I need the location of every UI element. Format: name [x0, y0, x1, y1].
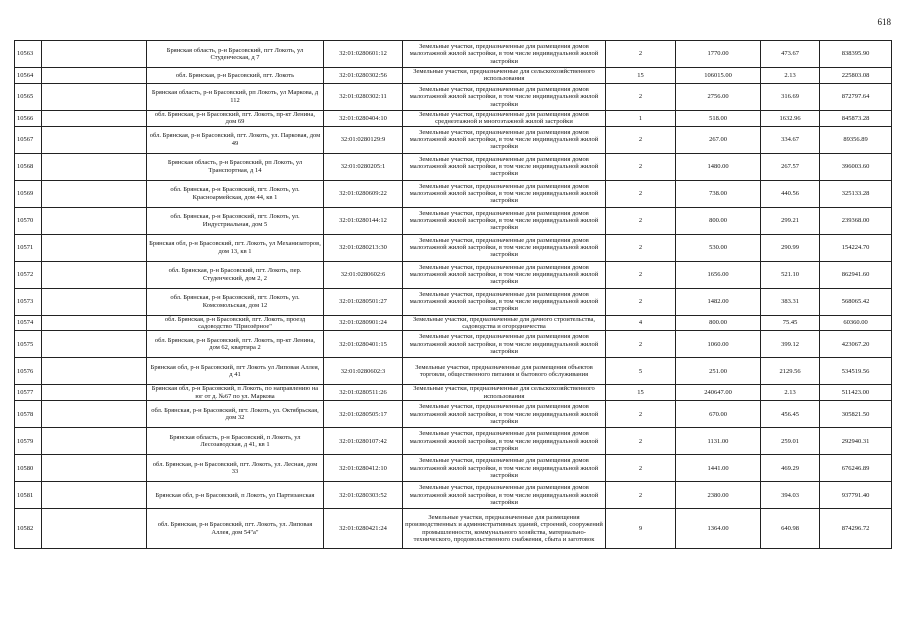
cell-cadastral-number: 32:01:0280404:10	[324, 110, 403, 126]
cell-cadastral-value: 511423.00	[820, 385, 892, 401]
cell-cadastral-number: 32:01:0280205:1	[324, 153, 403, 180]
cell-cadastral-number: 32:01:0280505:17	[324, 401, 403, 428]
cell-specific-value: 290.99	[761, 234, 820, 261]
cell-cadastral-value: 60360.00	[820, 315, 892, 331]
cell-record-number: 10573	[15, 288, 42, 315]
cell-record-number: 10570	[15, 207, 42, 234]
cell-specific-value: 1632.96	[761, 110, 820, 126]
cell-address: обл. Брянская, р-н Брасовский, пгт. Локоть, ул. Комсомольская, дом 12	[147, 288, 324, 315]
cell-cadastral-number: 32:01:0280609:22	[324, 180, 403, 207]
table-row	[15, 261, 892, 288]
cell-empty	[42, 288, 147, 315]
cell-cadastral-number: 32:01:0280602:3	[324, 358, 403, 385]
cell-address: обл. Брянская, р-н Брасовский, пгт. Локоть, ул. Красноармейская, дом 44, кв 1	[147, 180, 324, 207]
table-body	[15, 41, 892, 549]
table-row	[15, 234, 892, 261]
cell-empty	[42, 455, 147, 482]
cell-cadastral-number: 32:01:0280511:26	[324, 385, 403, 401]
cell-area: 251.00	[676, 358, 761, 385]
cell-land-use: Земельные участки, предназначенные для размещения домов малоэтажной жилой застройки, в том числе индивидуальной жилой застройки	[403, 482, 606, 509]
cell-cadastral-value: 154224.70	[820, 234, 892, 261]
cell-group: 2	[606, 401, 676, 428]
cell-cadastral-number: 32:01:0280144:12	[324, 207, 403, 234]
cell-land-use: Земельные участки, предназначенные для сельскохозяйственного использования	[403, 385, 606, 401]
cell-land-use: Земельные участки, предназначенные для размещения домов малоэтажной жилой застройки, в том числе индивидуальной жилой застройки	[403, 41, 606, 68]
cell-area: 1060.00	[676, 331, 761, 358]
cell-empty	[42, 315, 147, 331]
cell-empty	[42, 331, 147, 358]
cell-land-use: Земельные участки, предназначенные для размещения объектов торговли, общественного питания и бытового обслуживания	[403, 358, 606, 385]
cell-land-use: Земельные участки, предназначенные для размещения домов малоэтажной жилой застройки, в том числе индивидуальной жилой застройки	[403, 234, 606, 261]
cell-group: 1	[606, 110, 676, 126]
cell-record-number: 10581	[15, 482, 42, 509]
cell-record-number: 10563	[15, 41, 42, 68]
cell-specific-value: 399.12	[761, 331, 820, 358]
cell-group: 2	[606, 83, 676, 110]
cell-empty	[42, 358, 147, 385]
cell-specific-value: 334.67	[761, 126, 820, 153]
cell-specific-value: 75.45	[761, 315, 820, 331]
cell-record-number: 10569	[15, 180, 42, 207]
cell-address: Брянская обл, р-н Брасовский, п Локоть, ул Партизанская	[147, 482, 324, 509]
cell-specific-value: 640.98	[761, 509, 820, 549]
cell-record-number: 10576	[15, 358, 42, 385]
cell-land-use: Земельные участки, предназначенные для размещения домов малоэтажной жилой застройки, в том числе индивидуальной жилой застройки	[403, 207, 606, 234]
cell-area: 530.00	[676, 234, 761, 261]
cell-address: обл. Брянская, р-н Брасовский, пгт. Локоть, ул. Индустриальная, дом 5	[147, 207, 324, 234]
table-row	[15, 509, 892, 549]
cell-address: Брянская область, р-н Брасовский, пгт Локоть, ул Студенческая, д 7	[147, 41, 324, 68]
cell-record-number: 10578	[15, 401, 42, 428]
cell-area: 2756.00	[676, 83, 761, 110]
cell-land-use: Земельные участки, предназначенные для размещения домов малоэтажной жилой застройки, в том числе индивидуальной жилой застройки	[403, 288, 606, 315]
cell-record-number: 10564	[15, 68, 42, 84]
table-row	[15, 482, 892, 509]
table-row	[15, 180, 892, 207]
table-row	[15, 83, 892, 110]
cell-address: обл. Брянская, р-н Брасовский, пгт. Локоть, ул. Липовая Аллея, дом 54"а"	[147, 509, 324, 549]
table-row	[15, 358, 892, 385]
cell-specific-value: 521.10	[761, 261, 820, 288]
table-row	[15, 401, 892, 428]
cell-group: 15	[606, 68, 676, 84]
cell-address: обл. Брянская, р-н Брасовский, пгт. Локоть, ул. Парковая, дом 49	[147, 126, 324, 153]
cell-record-number: 10574	[15, 315, 42, 331]
cell-empty	[42, 509, 147, 549]
cell-empty	[42, 68, 147, 84]
cell-empty	[42, 110, 147, 126]
cell-group: 2	[606, 234, 676, 261]
cell-empty	[42, 482, 147, 509]
cell-record-number: 10575	[15, 331, 42, 358]
cell-record-number: 10582	[15, 509, 42, 549]
cell-address: Брянская область, р-н Брасовский, рп Локоть, ул Транспортная, д 14	[147, 153, 324, 180]
cell-address: обл. Брянская, р-н Брасовский, пгт. Локоть, пр-кт Ленина, дом 62, квартира 2	[147, 331, 324, 358]
cell-cadastral-value: 872797.64	[820, 83, 892, 110]
cell-area: 800.00	[676, 207, 761, 234]
table-row	[15, 126, 892, 153]
cell-land-use: Земельные участки, предназначенные для размещения домов малоэтажной жилой застройки, в том числе индивидуальной жилой застройки	[403, 331, 606, 358]
cell-group: 2	[606, 153, 676, 180]
cell-specific-value: 456.45	[761, 401, 820, 428]
cell-empty	[42, 385, 147, 401]
cell-empty	[42, 261, 147, 288]
cell-group: 2	[606, 41, 676, 68]
cell-cadastral-value: 396003.60	[820, 153, 892, 180]
cell-cadastral-number: 32:01:0280602:6	[324, 261, 403, 288]
cell-land-use: Земельные участки, предназначенные для размещения домов малоэтажной жилой застройки, в том числе индивидуальной жилой застройки	[403, 455, 606, 482]
cell-record-number: 10571	[15, 234, 42, 261]
cell-group: 2	[606, 261, 676, 288]
cell-specific-value: 383.31	[761, 288, 820, 315]
cell-land-use: Земельные участки, предназначенные для дачного строительства, садоводства и огородничества	[403, 315, 606, 331]
table-row	[15, 288, 892, 315]
cell-specific-value: 267.57	[761, 153, 820, 180]
cell-record-number: 10572	[15, 261, 42, 288]
cell-group: 2	[606, 482, 676, 509]
cell-area: 2380.00	[676, 482, 761, 509]
cell-specific-value: 440.56	[761, 180, 820, 207]
cell-area: 1482.00	[676, 288, 761, 315]
table-row	[15, 153, 892, 180]
table-row	[15, 41, 892, 68]
cell-specific-value: 259.01	[761, 428, 820, 455]
cell-group: 9	[606, 509, 676, 549]
cell-cadastral-value: 534519.56	[820, 358, 892, 385]
cell-group: 5	[606, 358, 676, 385]
cell-group: 2	[606, 207, 676, 234]
cell-group: 2	[606, 288, 676, 315]
cell-address: Брянская область, р-н Брасовский, рп Локоть, ул Маркова, д 112	[147, 83, 324, 110]
cell-address: обл. Брянская, р-н Брасовский, пгт. Локоть, проезд садоводство "Приозёрное"	[147, 315, 324, 331]
cell-address: обл. Брянская, р-н Брасовский, пгт. Локоть, пр-кт Ленина, дом 69	[147, 110, 324, 126]
cell-land-use: Земельные участки, предназначенные для размещения домов среднеэтажной и многоэтажной жилой застройки	[403, 110, 606, 126]
cell-cadastral-value: 568065.42	[820, 288, 892, 315]
cell-record-number: 10568	[15, 153, 42, 180]
cell-cadastral-value: 305821.50	[820, 401, 892, 428]
cell-area: 267.00	[676, 126, 761, 153]
cell-area: 518.00	[676, 110, 761, 126]
cell-area: 738.00	[676, 180, 761, 207]
cell-cadastral-number: 32:01:0280213:30	[324, 234, 403, 261]
cell-land-use: Земельные участки, предназначенные для размещения домов малоэтажной жилой застройки, в том числе индивидуальной жилой застройки	[403, 153, 606, 180]
cell-cadastral-value: 676246.89	[820, 455, 892, 482]
cell-area: 106015.00	[676, 68, 761, 84]
cell-cadastral-value: 845873.28	[820, 110, 892, 126]
cell-group: 2	[606, 126, 676, 153]
cell-record-number: 10565	[15, 83, 42, 110]
cell-cadastral-number: 32:01:0280107:42	[324, 428, 403, 455]
cell-empty	[42, 234, 147, 261]
table-row	[15, 315, 892, 331]
cell-area: 1480.00	[676, 153, 761, 180]
cell-cadastral-value: 874296.72	[820, 509, 892, 549]
cell-record-number: 10577	[15, 385, 42, 401]
cell-group: 2	[606, 331, 676, 358]
cell-empty	[42, 126, 147, 153]
cell-specific-value: 316.69	[761, 83, 820, 110]
cell-group: 2	[606, 455, 676, 482]
cell-empty	[42, 207, 147, 234]
cell-cadastral-number: 32:01:0280501:27	[324, 288, 403, 315]
cell-cadastral-value: 239368.00	[820, 207, 892, 234]
page-number: 618	[877, 17, 891, 27]
cell-address: Брянская обл, р-н Брасовский, п Локоть, по направлению на юг от д. №67 по ул. Маркова	[147, 385, 324, 401]
cell-cadastral-number: 32:01:0280421:24	[324, 509, 403, 549]
cell-land-use: Земельные участки, предназначенные для размещения домов малоэтажной жилой застройки, в том числе индивидуальной жилой застройки	[403, 261, 606, 288]
cell-cadastral-value: 862941.60	[820, 261, 892, 288]
cell-cadastral-value: 89356.89	[820, 126, 892, 153]
cell-cadastral-value: 325133.28	[820, 180, 892, 207]
cell-cadastral-number: 32:01:0280901:24	[324, 315, 403, 331]
cell-land-use: Земельные участки, предназначенные для размещения домов малоэтажной жилой застройки, в том числе индивидуальной жилой застройки	[403, 401, 606, 428]
cell-land-use: Земельные участки, предназначенные для размещения производственных и административных зданий, строений, сооружений промышленности, коммунального хозяйства, материально-технического, продовольственного снабжения, сбыта и заготовок	[403, 509, 606, 549]
cell-group: 2	[606, 180, 676, 207]
cell-empty	[42, 153, 147, 180]
cell-specific-value: 2.13	[761, 68, 820, 84]
cell-specific-value: 299.21	[761, 207, 820, 234]
cell-cadastral-value: 225803.08	[820, 68, 892, 84]
table-row	[15, 207, 892, 234]
cell-address: Брянская обл, р-н Брасовский, пгт. Локоть, ул Механизаторов, дом 13, кв 1	[147, 234, 324, 261]
table-row	[15, 68, 892, 84]
table-row	[15, 428, 892, 455]
cell-area: 800.00	[676, 315, 761, 331]
cell-address: Брянская обл, р-н Брасовский, пгт Локоть ул Липовая Аллея, д 41	[147, 358, 324, 385]
cell-land-use: Земельные участки, предназначенные для размещения домов малоэтажной жилой застройки, в том числе индивидуальной жилой застройки	[403, 428, 606, 455]
cell-area: 1656.00	[676, 261, 761, 288]
cell-group: 15	[606, 385, 676, 401]
cell-cadastral-number: 32:01:0280303:52	[324, 482, 403, 509]
cell-cadastral-value: 423067.20	[820, 331, 892, 358]
cell-empty	[42, 180, 147, 207]
cell-group: 4	[606, 315, 676, 331]
cell-cadastral-number: 32:01:0280302:11	[324, 83, 403, 110]
table-row	[15, 331, 892, 358]
cell-address: обл. Брянская, р-н Брасовский, пгт. Локоть, ул. Октябрьская, дом 32	[147, 401, 324, 428]
cell-cadastral-number: 32:01:0280401:15	[324, 331, 403, 358]
cell-specific-value: 469.29	[761, 455, 820, 482]
cell-address: обл. Брянская, р-н Брасовский, пгт. Локоть, ул. Лесная, дом 33	[147, 455, 324, 482]
cell-land-use: Земельные участки, предназначенные для размещения домов малоэтажной жилой застройки, в том числе индивидуальной жилой застройки	[403, 83, 606, 110]
cell-address: обл. Брянская, р-н Брасовский, пгт. Локоть, пер. Студенческий, дом 2, 2	[147, 261, 324, 288]
cell-land-use: Земельные участки, предназначенные для сельскохозяйственного использования	[403, 68, 606, 84]
cell-record-number: 10566	[15, 110, 42, 126]
cadastral-value-table	[14, 40, 892, 549]
cell-cadastral-value: 292940.31	[820, 428, 892, 455]
cell-land-use: Земельные участки, предназначенные для размещения домов малоэтажной жилой застройки, в том числе индивидуальной жилой застройки	[403, 180, 606, 207]
cell-address: Брянская область, р-н Брасовский, п Локоть, ул Лесозаводская, д 41, кв 1	[147, 428, 324, 455]
cell-empty	[42, 41, 147, 68]
cell-specific-value: 2.13	[761, 385, 820, 401]
cell-area: 1131.00	[676, 428, 761, 455]
cell-cadastral-number: 32:01:0280129:9	[324, 126, 403, 153]
cell-land-use: Земельные участки, предназначенные для размещения домов малоэтажной жилой застройки, в том числе индивидуальной жилой застройки	[403, 126, 606, 153]
cell-group: 2	[606, 428, 676, 455]
table-row	[15, 110, 892, 126]
cell-cadastral-number: 32:01:0280302:56	[324, 68, 403, 84]
cell-area: 1770.00	[676, 41, 761, 68]
cell-cadastral-number: 32:01:0280412:10	[324, 455, 403, 482]
cell-record-number: 10567	[15, 126, 42, 153]
table-row	[15, 455, 892, 482]
cell-cadastral-value: 838395.90	[820, 41, 892, 68]
cell-area: 1441.00	[676, 455, 761, 482]
cell-area: 670.00	[676, 401, 761, 428]
table-row	[15, 385, 892, 401]
cell-record-number: 10580	[15, 455, 42, 482]
cell-address: обл. Брянская, р-н Брасовский, пгт. Локоть	[147, 68, 324, 84]
cell-area: 240647.00	[676, 385, 761, 401]
cell-record-number: 10579	[15, 428, 42, 455]
cell-specific-value: 473.67	[761, 41, 820, 68]
cell-empty	[42, 428, 147, 455]
cell-cadastral-number: 32:01:0280601:12	[324, 41, 403, 68]
cell-cadastral-value: 937791.40	[820, 482, 892, 509]
cell-area: 1364.00	[676, 509, 761, 549]
cell-empty	[42, 83, 147, 110]
cell-specific-value: 394.03	[761, 482, 820, 509]
cell-empty	[42, 401, 147, 428]
cell-specific-value: 2129.56	[761, 358, 820, 385]
